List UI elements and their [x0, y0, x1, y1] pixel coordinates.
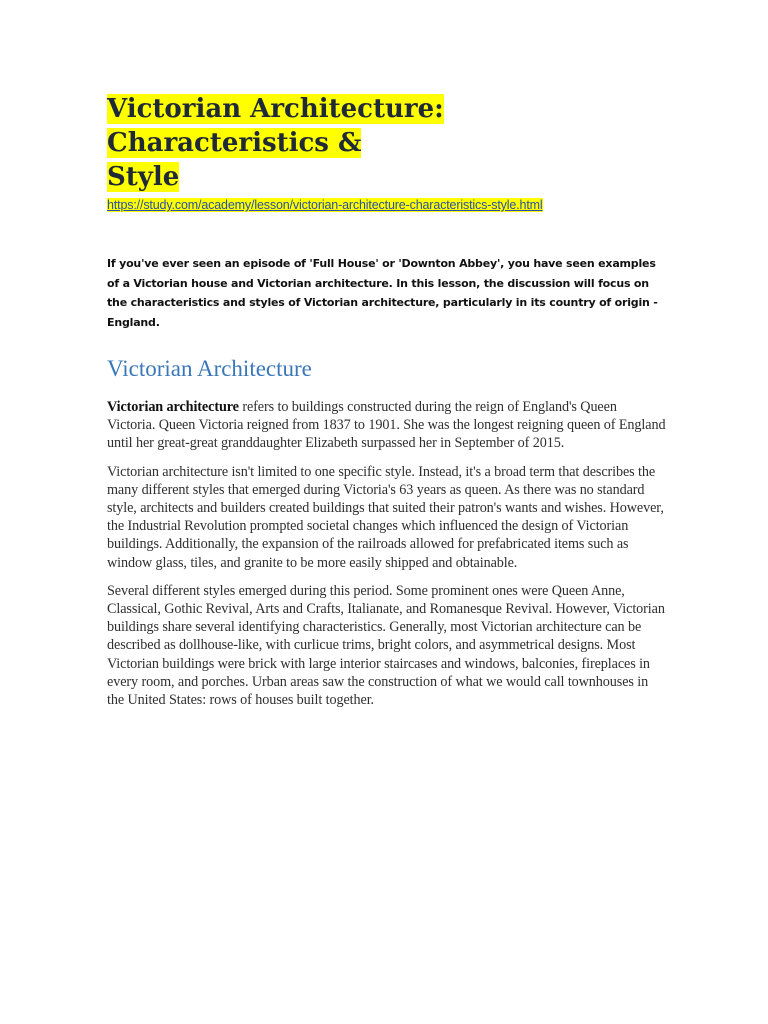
title-line-1: Victorian Architecture: Characteristics & [107, 94, 444, 158]
paragraph-1-text: refers to buildings constructed during the reign of England's Queen Victoria. Queen Victoria reigned from 1837 to 1901. She was the longest reigning queen of England until her great-great granddaughter Elizabeth surpassed her in September of 2015. [107, 399, 666, 452]
document-page [107, 92, 667, 709]
source-link[interactable]: https://study.com/academy/lesson/victorian-architecture-characteristics-style.html [107, 198, 543, 212]
paragraph-3: Several different styles emerged during this period. Some prominent ones were Queen Anne, Classical, Gothic Revival, Arts and Crafts, Italianate, and Romanesque Revival. However, Victorian buildings share several identifying characteristics. Generally, most Victorian architecture can be described as dollhouse-like, with curlicue trims, bright colors, and asymmetrical designs. Most Victorian buildings were brick with large interior staircases and windows, balconies, fireplaces in every room, and porches. Urban areas saw the construction of what we would call townhouses in the United States: rows of houses built together. [107, 582, 665, 709]
paragraph-1-bold-term: Victorian architecture [107, 399, 239, 415]
section-heading: Victorian Architecture [107, 356, 312, 381]
title-line-2: Style [107, 162, 180, 192]
intro-paragraph: If you've ever seen an episode of 'Full House' or 'Downton Abbey', you have seen examples of a Victorian house and Victorian architecture. In this lesson, the discussion will focus on the characteristics and styles of Victorian architecture, particularly in its country of origin - England. [107, 257, 658, 329]
document-title [107, 92, 667, 194]
paragraph-1 [107, 398, 667, 453]
paragraph-2: Victorian architecture isn't limited to one specific style. Instead, it's a broad term that describes the many different styles that emerged during Victoria's 63 years as queen. As there was no standard style, architects and builders created buildings that suited their patron's wants and wishes. However, the Industrial Revolution prompted societal changes which influenced the design of Victorian buildings. Additionally, the expansion of the railroads allowed for prefabricated items such as window glass, tiles, and granite to be more easily shipped and obtainable. [107, 463, 664, 571]
